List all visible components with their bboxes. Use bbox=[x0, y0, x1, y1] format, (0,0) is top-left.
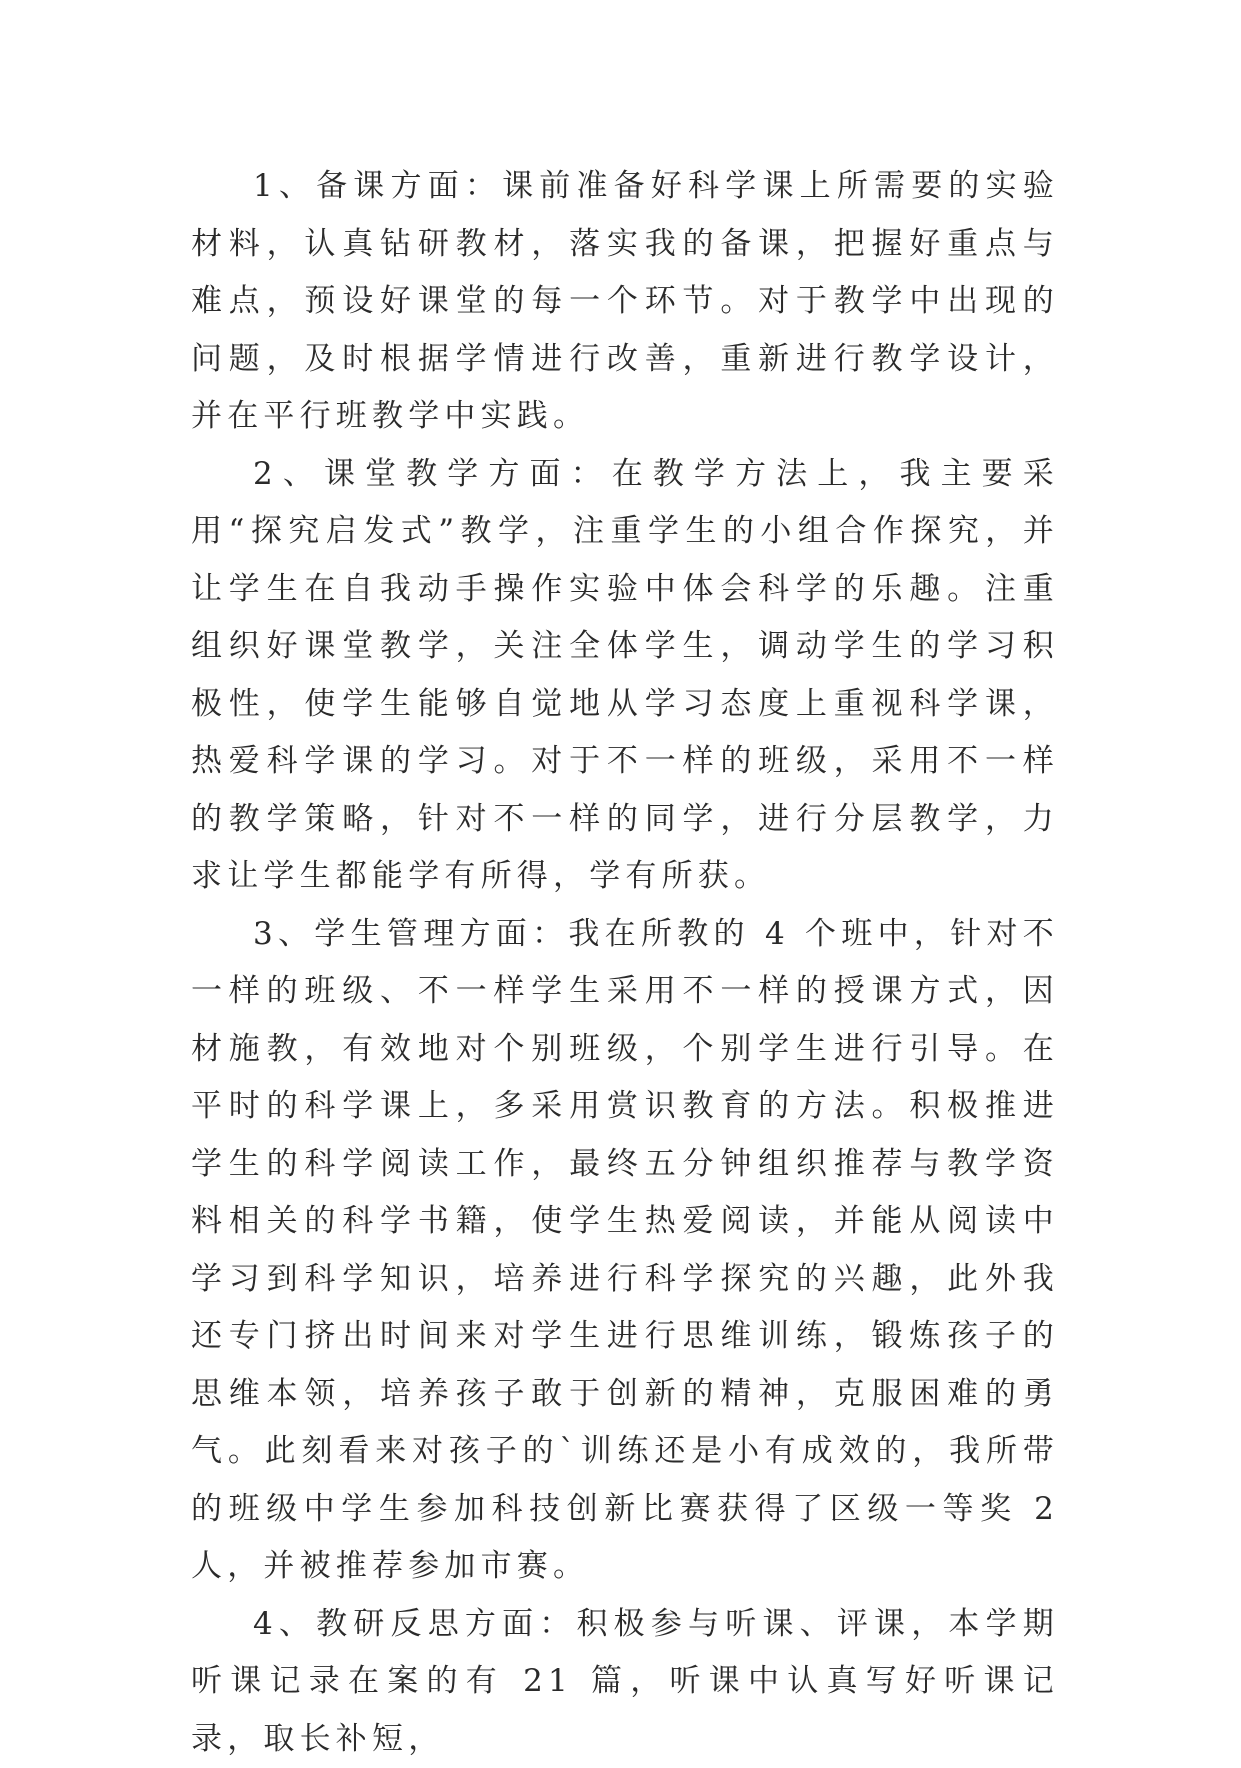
document-body bbox=[191, 158, 1059, 1768]
paragraph-lesson-preparation: 1、备课方面：课前准备好科学课上所需要的实验材料，认真钻研教材，落实我的备课，把握好重点与难点，预设好课堂的每一个环节。对于教学中出现的问题，及时根据学情进行改善，重新进行教学设计，并在平行班教学中实践。 bbox=[191, 158, 1059, 446]
paragraph-classroom-teaching: 2、课堂教学方面：在教学方法上，我主要采用“探究启发式”教学，注重学生的小组合作探究，并让学生在自我动手操作实验中体会科学的乐趣。注重组织好课堂教学，关注全体学生，调动学生的学习积极性，使学生能够自觉地从学习态度上重视科学课，热爱科学课的学习。对于不一样的班级，采用不一样的教学策略，针对不一样的同学，进行分层教学，力求让学生都能学有所得，学有所获。 bbox=[191, 446, 1059, 906]
paragraph-student-management: 3、学生管理方面：我在所教的 4 个班中，针对不一样的班级、不一样学生采用不一样的授课方式，因材施教，有效地对个别班级，个别学生进行引导。在平时的科学课上，多采用赏识教育的方法。积极推进学生的科学阅读工作，最终五分钟组织推荐与教学资料相关的科学书籍，使学生热爱阅读，并能从阅读中学习到科学知识，培养进行科学探究的兴趣，此外我还专门挤出时间来对学生进行思维训练，锻炼孩子的思维本领，培养孩子敢于创新的精神，克服困难的勇气。此刻看来对孩子的`训练还是小有成效的，我所带的班级中学生参加科技创新比赛获得了区级一等奖 2 人，并被推荐参加市赛。 bbox=[191, 906, 1059, 1596]
paragraph-teaching-research: 4、教研反思方面：积极参与听课、评课，本学期听课记录在案的有 21 篇，听课中认真写好听课记录，取长补短， bbox=[191, 1596, 1059, 1768]
